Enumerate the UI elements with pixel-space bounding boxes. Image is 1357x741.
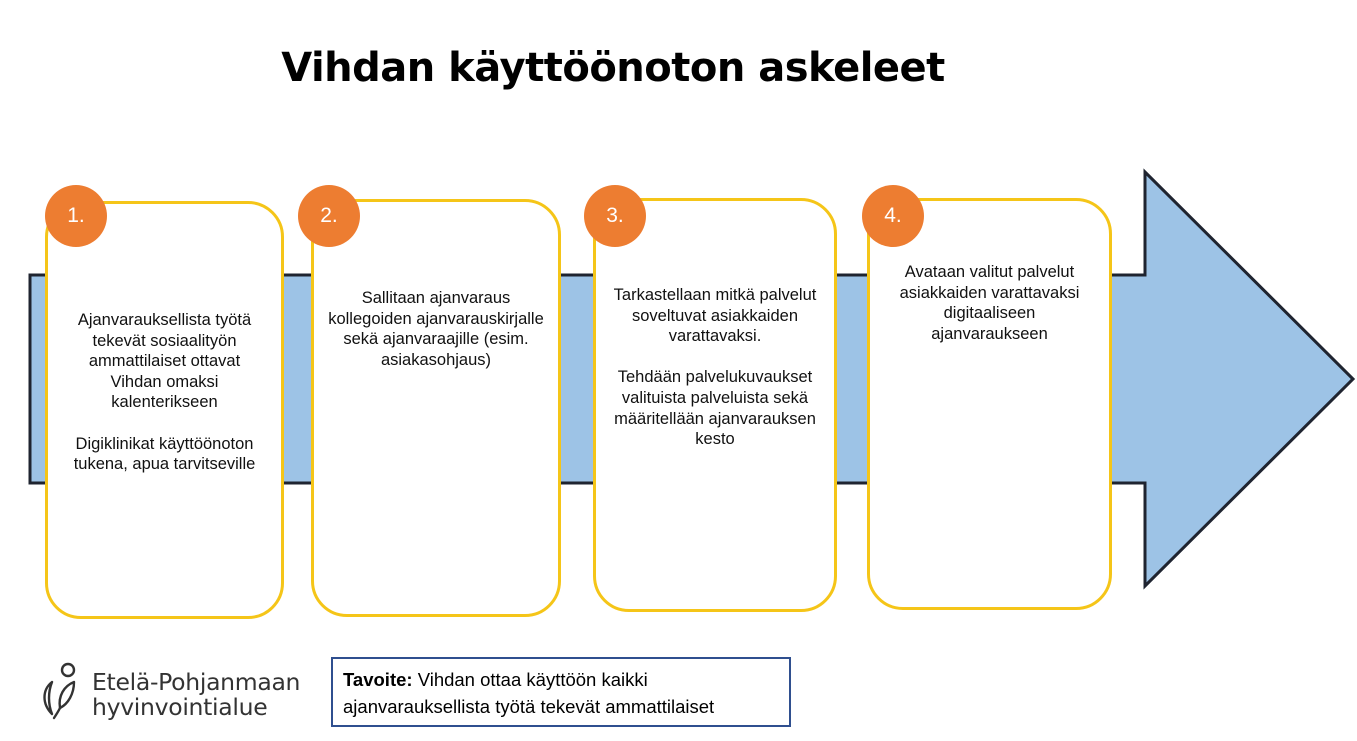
step-badge-1: 1. <box>45 185 107 247</box>
step-2-paragraph-1: Sallitaan ajanvaraus kollegoiden ajanvarauskirjalle sekä ajanvaraajille (esim. asiakasohjaus) <box>328 289 544 369</box>
step-2-text <box>328 288 544 370</box>
page-title: Vihdan käyttöönoton askeleet <box>281 45 945 91</box>
step-1-text <box>62 310 267 475</box>
goal-label: Tavoite: <box>343 669 413 690</box>
goal-box <box>331 657 791 727</box>
step-1-paragraph-1: Ajanvarauksellista työtä tekevät sosiaalityön ammattilaiset ottavat Vihdan omaksi kalenterikseen <box>77 311 252 412</box>
step-3-paragraph-1: Tarkastellaan mitkä palvelut soveltuvat asiakkaiden varattavaksi. <box>613 286 817 346</box>
logo-line-1: Etelä-Pohjanmaan <box>92 668 301 696</box>
step-4-paragraph-1: Avataan valitut palvelut asiakkaiden varattavaksi digitaaliseen ajanvaraukseen <box>899 263 1080 343</box>
logo-text <box>92 670 300 720</box>
step-4-text <box>884 262 1095 344</box>
step-badge-3: 3. <box>584 185 646 247</box>
step-3-text <box>610 285 820 450</box>
step-card-2 <box>311 199 561 617</box>
person-leaf-icon <box>38 660 84 720</box>
step-badge-2: 2. <box>298 185 360 247</box>
goal-text: Vihdan ottaa käyttöön kaikki ajanvarauksellista työtä tekevät ammattilaiset <box>343 669 715 717</box>
logo-line-2: hyvinvointialue <box>92 693 268 721</box>
step-1-paragraph-2: Digiklinikat käyttöönoton tukena, apua tarvitseville <box>73 434 256 474</box>
step-card-3 <box>593 198 837 612</box>
step-card-1 <box>45 201 284 619</box>
step-3-paragraph-2: Tehdään palvelukuvaukset valituista palveluista sekä määritellään ajanvarauksen kesto <box>614 368 816 449</box>
step-card-4 <box>867 198 1112 610</box>
step-badge-4: 4. <box>862 185 924 247</box>
